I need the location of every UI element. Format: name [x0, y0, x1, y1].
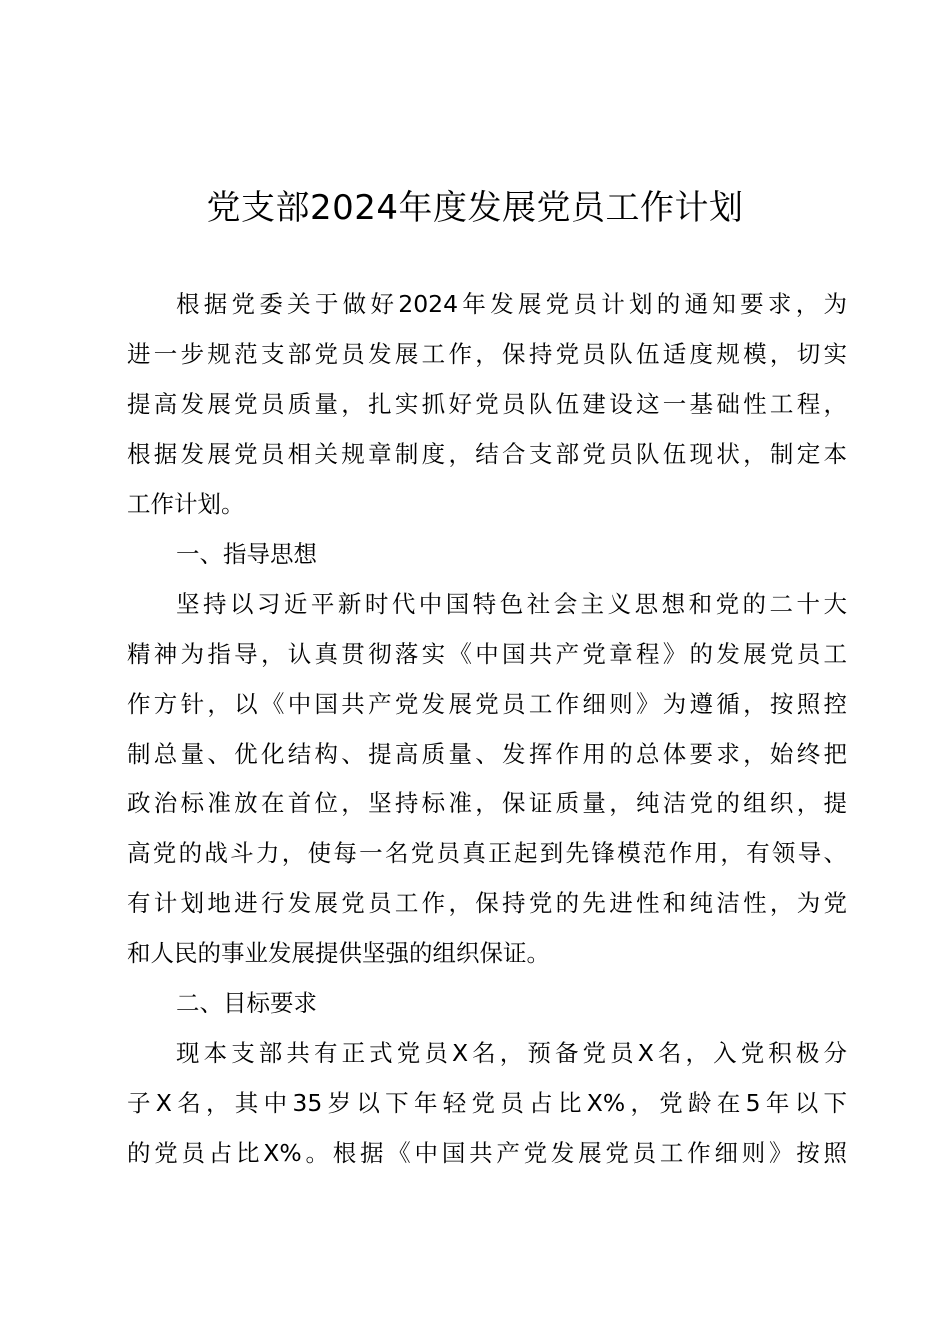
paragraph-line: 根据党委关于做好2024年发展党员计划的通知要求，为 [176, 290, 847, 318]
paragraph-line: 的党员占比X%。根据《中国共产党发展党员工作细则》按照 [127, 1139, 847, 1167]
paragraph-line: 现本支部共有正式党员X名，预备党员X名，入党积极分 [176, 1039, 847, 1067]
paragraph-line: 制总量、优化结构、提高质量、发挥作用的总体要求，始终把 [127, 740, 847, 768]
paragraph-line: 坚持以习近平新时代中国特色社会主义思想和党的二十大 [176, 590, 847, 618]
paragraph-line: 作方针，以《中国共产党发展党员工作细则》为遵循，按照控 [127, 690, 847, 718]
section-heading: 一、指导思想 [176, 540, 317, 568]
document-title: 党支部2024年度发展党员工作计划 [206, 188, 744, 228]
paragraph-line: 工作计划。 [127, 490, 245, 518]
paragraph-line: 进一步规范支部党员发展工作，保持党员队伍适度规模，切实 [127, 340, 847, 368]
paragraph-line: 子X名，其中35岁以下年轻党员占比X%，党龄在5年以下 [127, 1089, 847, 1117]
section-heading: 二、目标要求 [176, 989, 317, 1017]
paragraph-line: 根据发展党员相关规章制度，结合支部党员队伍现状，制定本 [127, 440, 847, 468]
paragraph-line: 精神为指导，认真贯彻落实《中国共产党章程》的发展党员工 [127, 640, 847, 668]
paragraph-line: 和人民的事业发展提供坚强的组织保证。 [127, 939, 550, 967]
paragraph-line: 政治标准放在首位，坚持标准，保证质量，纯洁党的组织，提 [127, 789, 847, 817]
paragraph-line: 提高发展党员质量，扎实抓好党员队伍建设这一基础性工程， [127, 390, 847, 418]
paragraph-line: 有计划地进行发展党员工作，保持党的先进性和纯洁性，为党 [127, 889, 847, 917]
paragraph-line: 高党的战斗力，使每一名党员真正起到先锋模范作用，有领导、 [127, 839, 847, 867]
